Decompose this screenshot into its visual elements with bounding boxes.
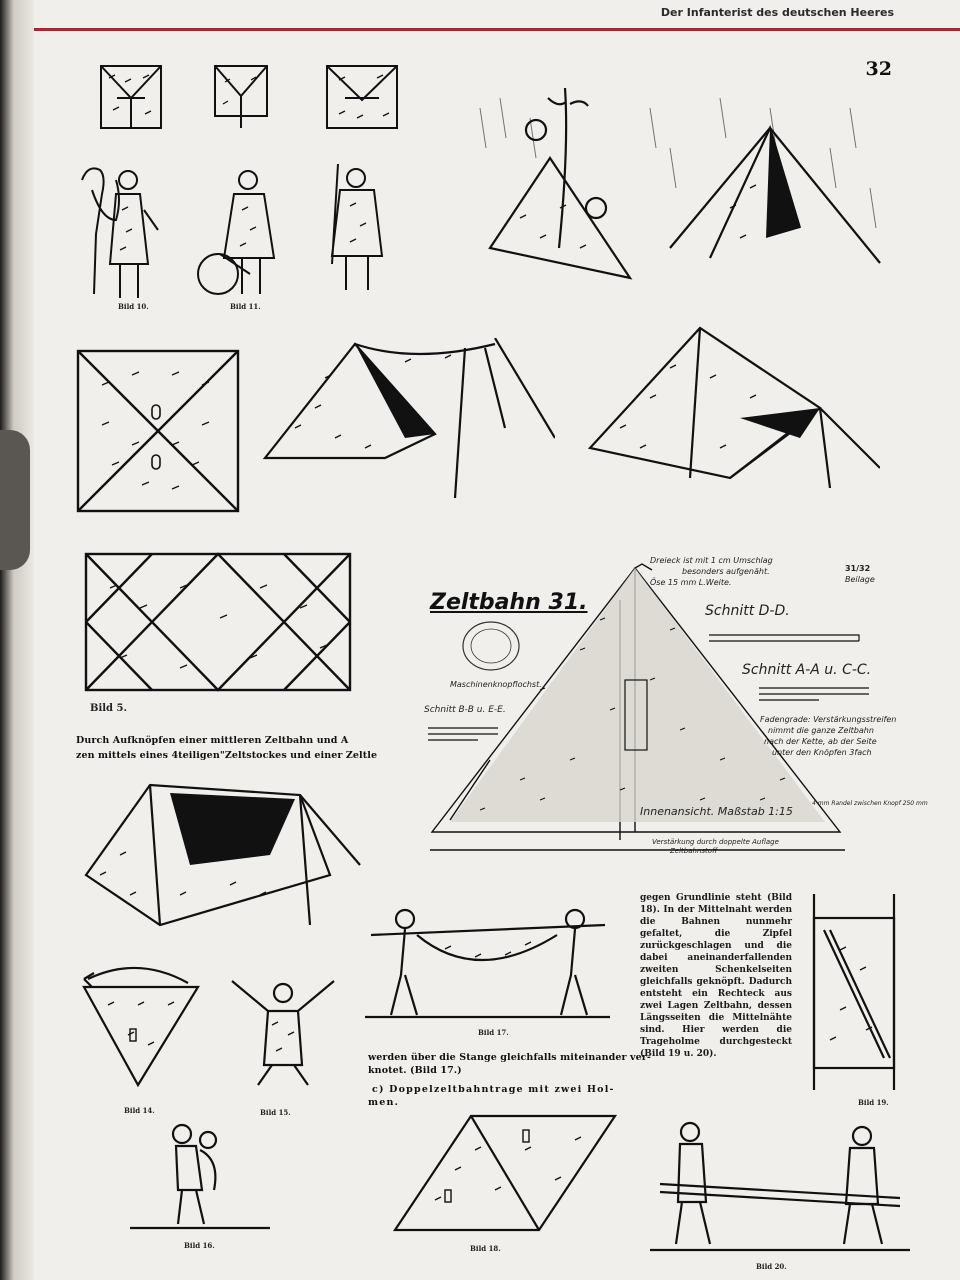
pitched-tent-illustration: [255, 338, 555, 528]
schnitt-dd-section: [705, 625, 865, 655]
four-sided-tent-illustration: [580, 318, 880, 528]
note-right-1: Fadengrade: Verstärkungsstreifen: [760, 715, 897, 724]
drawing-note-top2: besonders aufgenäht.: [682, 567, 770, 576]
caption-bild-19: Bild 19.: [858, 1098, 889, 1107]
middle-heading-line-1: c) Doppelzeltbahntrage mit zwei Hol-: [372, 1084, 615, 1095]
caption-bild-20: Bild 20.: [756, 1262, 787, 1271]
soldiers-with-poncho-illustration: [70, 150, 400, 310]
note-right-3: nach der Kette, ab der Seite: [764, 737, 877, 746]
poncho-fold-diagrams: [95, 58, 415, 138]
caption-bild-14: Bild 14.: [124, 1106, 155, 1115]
caption-bild-18: Bild 18.: [470, 1244, 501, 1253]
bild-16-carrying-soldier: [130, 1120, 270, 1240]
bild-17-stretcher-carry: [365, 905, 610, 1030]
adjacent-page-shadow: [0, 430, 30, 570]
caption-bild-15: Bild 15.: [260, 1108, 291, 1117]
innenansicht-label: Innenansicht. Maßstab 1:15: [640, 805, 793, 818]
left-text-line-1: Durch Aufknöpfen einer mittleren Zeltbahn und A: [76, 735, 349, 746]
note-right-2: nimmt die ganze Zeltbahn: [768, 726, 874, 735]
schnitt-ac-label: Schnitt A-A u. C-C.: [742, 662, 872, 678]
stamp-label: Maschinenknopflochst.: [450, 680, 542, 689]
schnitt-bb-label: Schnitt B-B u. E-E.: [424, 705, 506, 715]
schnitt-bb-section: [424, 718, 504, 748]
square-tarp-diagram: [72, 345, 244, 517]
middle-text-line-2: knotet. (Bild 17.): [368, 1065, 462, 1076]
rain-shelter-illustration: [470, 88, 890, 313]
drawing-note-top: Dreieck ist mit 1 cm Umschlag: [650, 556, 773, 565]
middle-heading-line-2: men.: [368, 1097, 400, 1108]
caption-bild-16: Bild 16.: [184, 1241, 215, 1250]
drawing-note-top3: Öse 15 mm L.Weite.: [650, 578, 732, 587]
header-rule: [34, 28, 960, 31]
middle-text-line-1: werden über die Stange gleichfalls miteinander ver-: [368, 1052, 651, 1063]
bild-15-soldier-arms-raised: [228, 975, 338, 1095]
inner-note: 4 mm Randel zwischen Knopf 250 mm: [812, 800, 928, 807]
drawing-title: Zeltbahn 31.: [430, 590, 588, 615]
bild-20-stretcher-carry: [650, 1118, 910, 1263]
schnitt-ac-section: [755, 680, 875, 706]
bild-18-parallelogram-tarp: [385, 1110, 625, 1240]
bottom-note-1: Verstärkung durch doppelte Auflage: [652, 838, 779, 846]
bild-5-double-tarp-diagram: [80, 548, 356, 698]
bild-19-stretcher-plan: [800, 890, 910, 1095]
caption-bild-10: Bild 10.: [118, 302, 149, 311]
caption-bild-17: Bild 17.: [478, 1028, 509, 1037]
caption-bild-5: Bild 5.: [90, 703, 127, 714]
bottom-note-2: Zeltbahnstoff: [670, 847, 718, 855]
running-header: Der Infanterist des deutschen Heeres: [660, 6, 894, 19]
schnitt-dd-label: Schnitt D-D.: [705, 603, 790, 619]
bild-tent-with-pole-illustration: [80, 775, 370, 945]
bild-14-triangle-tarp: [78, 965, 208, 1105]
drawing-ref: 31/32: [845, 564, 871, 573]
adjacent-page-edge: [0, 0, 34, 1280]
page-number: 32: [865, 58, 892, 80]
right-paragraph: gegen Grundlinie steht (Bild 18). In der Mittelnaht werden die Bahnen nunmehr gefaltet, die Zipfel zurückgeschlagen und die dabei aneinanderfallenden zweiten Schenkelseiten gleichfalls geknöpft. Dadurch entsteht ein Rechteck aus zwei Lagen Zeltbahn, dessen Längsseiten die Mittelnähte sind. Hier werden die Trageholme durchgesteckt (Bild 19 u. 20).: [640, 893, 792, 1059]
left-text-line-2: zen mittels eines 4teiligen"Zeltstockes und einer Zeltle: [76, 750, 378, 761]
drawing-ref-sub: Beilage: [845, 575, 875, 584]
caption-bild-11: Bild 11.: [230, 302, 261, 311]
note-right-4: unter den Knöpfen 3fach: [772, 748, 872, 757]
